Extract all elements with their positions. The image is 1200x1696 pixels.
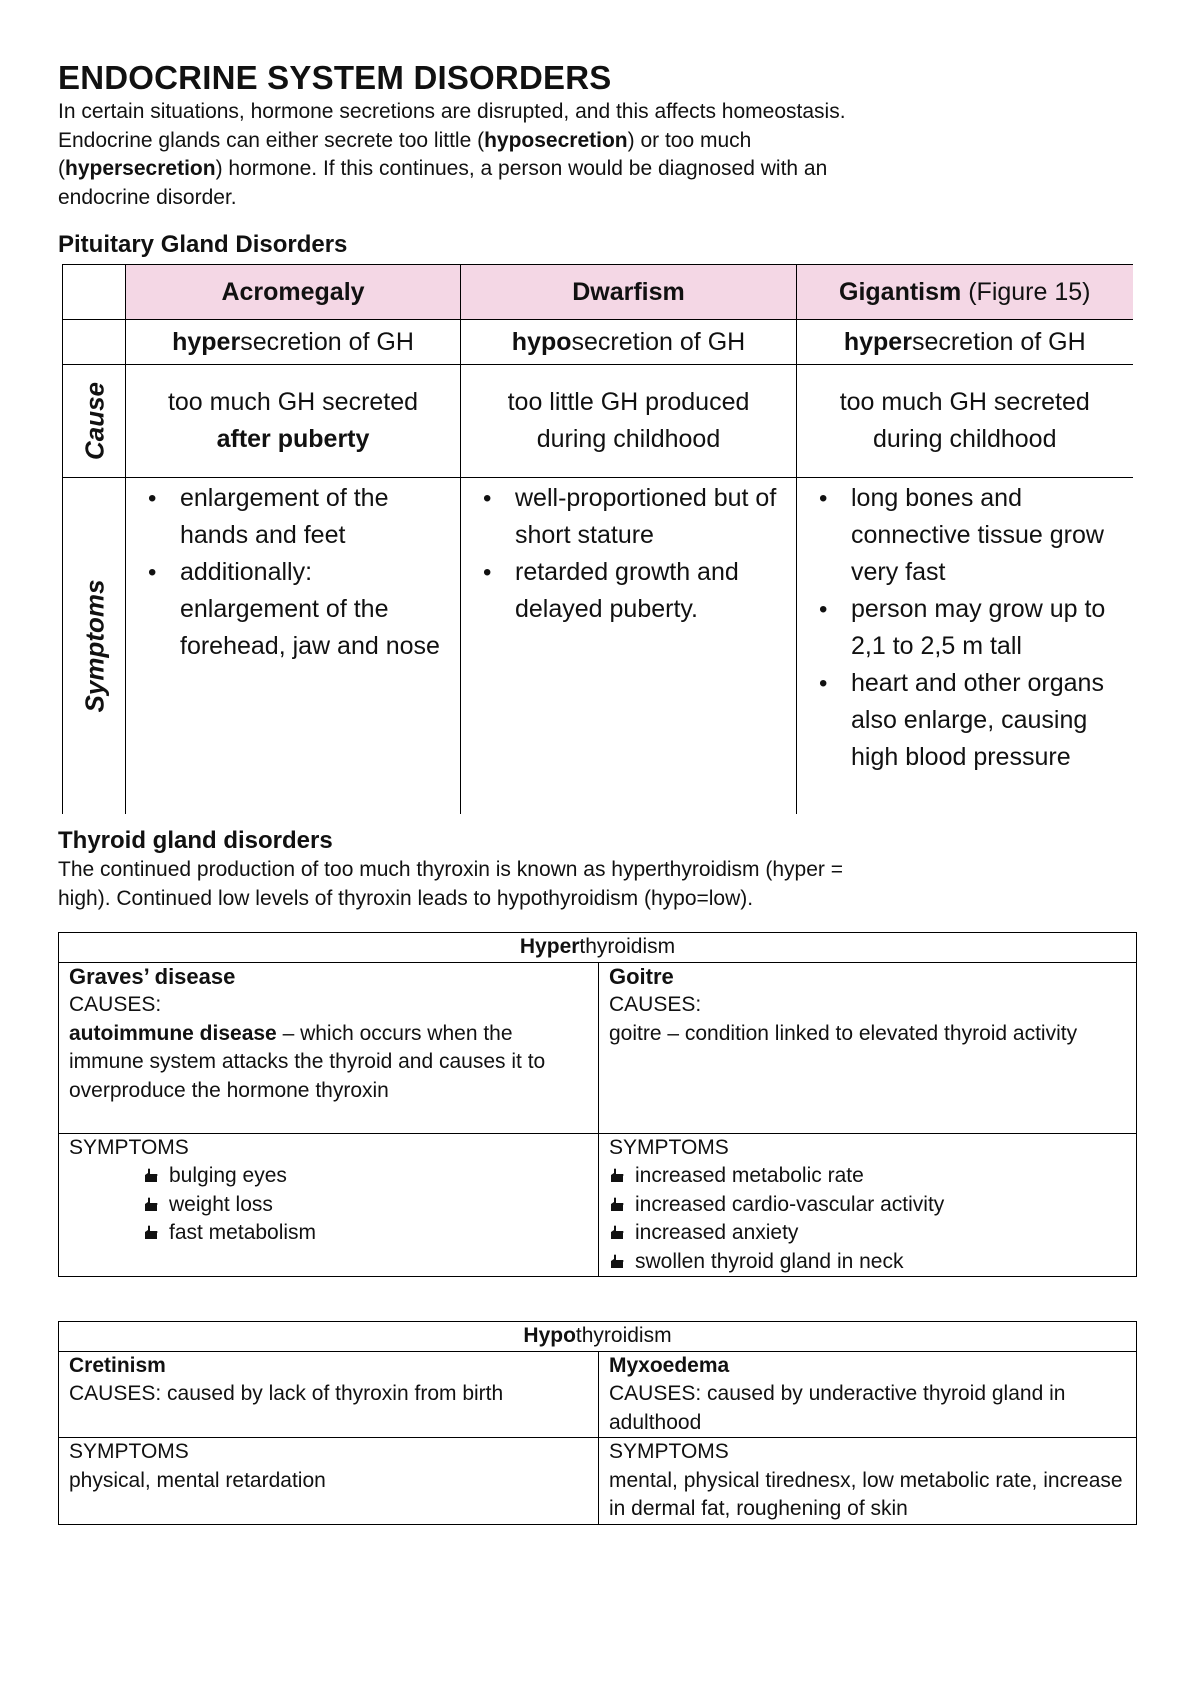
- hand-pointer-icon: [609, 1167, 625, 1183]
- intro-text: ) or too much: [627, 128, 752, 152]
- symptom-item: [609, 1219, 1126, 1248]
- hyperthyroidism-table: [58, 932, 1137, 1277]
- cause-cell: [126, 365, 461, 478]
- empty-sub-cell: [63, 320, 126, 365]
- secretion-rest: secretion of GH: [571, 327, 746, 356]
- symptom-text: bulging eyes: [169, 1164, 287, 1187]
- thyroid-section: [58, 826, 1058, 913]
- intro-text: ) hormone. If this continues, a person would be diagnosed with an: [215, 157, 828, 180]
- list-item: • person may grow up to 2,1 to 2,5 m tall: [817, 591, 1123, 665]
- table-title: [59, 933, 1137, 963]
- cause-cell: [797, 365, 1133, 478]
- intro-text: Endocrine glands can either secrete too little (: [58, 128, 485, 152]
- cause-label: Cause: [79, 381, 109, 461]
- title-prefix: Hypo: [523, 1324, 576, 1347]
- thyroid-text-line: high). Continued low levels of thyroxin leads to hypothyroidism (hypo=low).: [58, 886, 754, 910]
- title-rest: thyroidism: [579, 935, 676, 958]
- symptoms-label: Symptoms: [79, 579, 109, 713]
- symptom-item: [69, 1219, 588, 1248]
- symptom-item: [609, 1191, 1126, 1220]
- secretion-prefix: hyper: [172, 327, 241, 356]
- hand-pointer-icon: [143, 1167, 159, 1183]
- list-item: • enlargement of the hands and feet: [146, 480, 450, 554]
- list-item: • well-proportioned but of short stature: [481, 480, 786, 554]
- hand-pointer-icon: [609, 1253, 625, 1269]
- figure-reference: (Figure 15): [968, 277, 1091, 306]
- intro-paragraph: [58, 98, 998, 212]
- disorder-name: Cretinism: [69, 1353, 166, 1377]
- pituitary-heading: Pituitary Gland Disorders: [58, 231, 348, 258]
- disorder-name: Acromegaly: [221, 277, 365, 306]
- title-rest: thyroidism: [575, 1324, 672, 1347]
- symptoms-label: SYMPTOMS: [69, 1135, 189, 1159]
- symptom-text: weight loss: [169, 1192, 273, 1216]
- symptoms-cell: [461, 478, 797, 815]
- goitre-symptoms-cell: [599, 1133, 1137, 1277]
- hand-pointer-icon: [143, 1196, 159, 1212]
- pituitary-table: [62, 264, 1133, 814]
- thyroid-heading: Thyroid gland disorders: [58, 827, 333, 854]
- term-hyposecretion: hyposecretion: [484, 128, 628, 152]
- disorder-name: Gigantism: [839, 277, 962, 306]
- cause-text: too much GH secreted: [167, 388, 419, 416]
- symptom-text: increased metabolic rate: [635, 1164, 864, 1187]
- cretinism-symptoms-cell: [59, 1438, 599, 1525]
- hand-pointer-icon: [609, 1224, 625, 1240]
- cause-text: too little GH produced: [507, 388, 750, 416]
- symptom-item: [69, 1162, 588, 1191]
- table-title: [59, 1322, 1137, 1352]
- cause-text: during childhood: [536, 425, 721, 453]
- cause-description: – which occurs when the immune system attacks the thyroid and causes it to overproduce the hormone thyroxin: [69, 1021, 546, 1102]
- symptoms-row-label: [63, 478, 126, 815]
- hand-pointer-icon: [609, 1196, 625, 1212]
- cause-text: too much GH secreted: [839, 388, 1090, 416]
- myxoedema-causes-cell: [599, 1351, 1137, 1438]
- list-item: • retarded growth and delayed puberty.: [481, 554, 786, 628]
- hypothyroidism-table: [58, 1321, 1137, 1525]
- disorder-name: Graves’ disease: [69, 963, 236, 989]
- graves-symptoms-cell: [59, 1133, 599, 1277]
- secretion-rest: secretion of GH: [240, 327, 414, 356]
- symptoms-label: SYMPTOMS: [609, 1135, 729, 1159]
- cause-row-label: [63, 365, 126, 478]
- intro-line-4: endocrine disorder.: [58, 185, 237, 209]
- symptoms-text: mental, physical tirednesx, low metabolic rate, increase in dermal fat, roughening of skin: [609, 1468, 1123, 1520]
- cause-cell: [461, 365, 797, 478]
- list-item: • additionally: enlargement of the forehead, jaw and nose: [146, 554, 450, 665]
- term-hypersecretion: hypersecretion: [65, 157, 216, 180]
- document-page: [58, 58, 1138, 1520]
- disorder-name: Goitre: [609, 963, 674, 989]
- goitre-causes-cell: [599, 962, 1137, 1133]
- causes-label: CAUSES:: [69, 993, 162, 1016]
- symptom-text: swollen thyroid gland in neck: [635, 1249, 904, 1273]
- header-acromegaly: [126, 265, 461, 320]
- causes-text: CAUSES: caused by lack of thyroxin from birth: [69, 1382, 504, 1405]
- intro-text: (: [58, 157, 65, 180]
- disorder-name: Dwarfism: [572, 277, 685, 306]
- symptom-item: [609, 1162, 1126, 1191]
- symptoms-label: SYMPTOMS: [69, 1440, 189, 1463]
- page-title: ENDOCRINE SYSTEM DISORDERS: [58, 59, 612, 96]
- secretion-type: [797, 320, 1133, 365]
- symptom-text: increased cardio-vascular activity: [635, 1192, 945, 1216]
- symptoms-cell: [797, 478, 1133, 815]
- graves-causes-cell: [59, 962, 599, 1133]
- cause-text: goitre – condition linked to elevated thyroid activity: [609, 1021, 1078, 1045]
- empty-header-cell: [63, 265, 126, 320]
- list-item: • heart and other organs also enlarge, causing high blood pressure: [817, 665, 1123, 776]
- thyroid-text-line: The continued production of too much thyroxin is known as hyperthyroidism (hyper =: [58, 858, 843, 881]
- cause-text: [69, 1020, 588, 1106]
- cause-text: during childhood: [873, 425, 1057, 453]
- header-dwarfism: [461, 265, 797, 320]
- cretinism-causes-cell: [59, 1351, 599, 1438]
- disorder-name: Myxoedema: [609, 1353, 730, 1377]
- causes-label: CAUSES:: [609, 993, 702, 1016]
- list-item: • long bones and connective tissue grow very fast: [817, 480, 1123, 591]
- symptom-item: [69, 1191, 588, 1220]
- symptoms-text: physical, mental retardation: [69, 1468, 326, 1492]
- symptom-text: fast metabolism: [169, 1221, 317, 1244]
- symptoms-label: SYMPTOMS: [609, 1440, 729, 1463]
- secretion-prefix: hypo: [511, 327, 572, 356]
- causes-text: CAUSES: caused by underactive thyroid gland in adulthood: [609, 1382, 1066, 1434]
- title-prefix: Hyper: [519, 935, 580, 958]
- thyroid-paragraph: [58, 856, 998, 913]
- cause-term: autoimmune disease: [69, 1021, 277, 1045]
- secretion-type: [461, 320, 797, 365]
- hand-pointer-icon: [143, 1224, 159, 1240]
- secretion-rest: secretion of GH: [911, 327, 1086, 356]
- symptoms-cell: [126, 478, 461, 815]
- secretion-prefix: hyper: [843, 327, 912, 356]
- myxoedema-symptoms-cell: [599, 1438, 1137, 1525]
- intro-line-1: In certain situations, hormone secretions are disrupted, and this affects homeostasis.: [58, 100, 846, 123]
- cause-text: after puberty: [216, 425, 370, 453]
- secretion-type: [126, 320, 461, 365]
- symptom-text: increased anxiety: [635, 1221, 799, 1244]
- header-gigantism: [797, 265, 1133, 320]
- symptom-item: [609, 1248, 1126, 1277]
